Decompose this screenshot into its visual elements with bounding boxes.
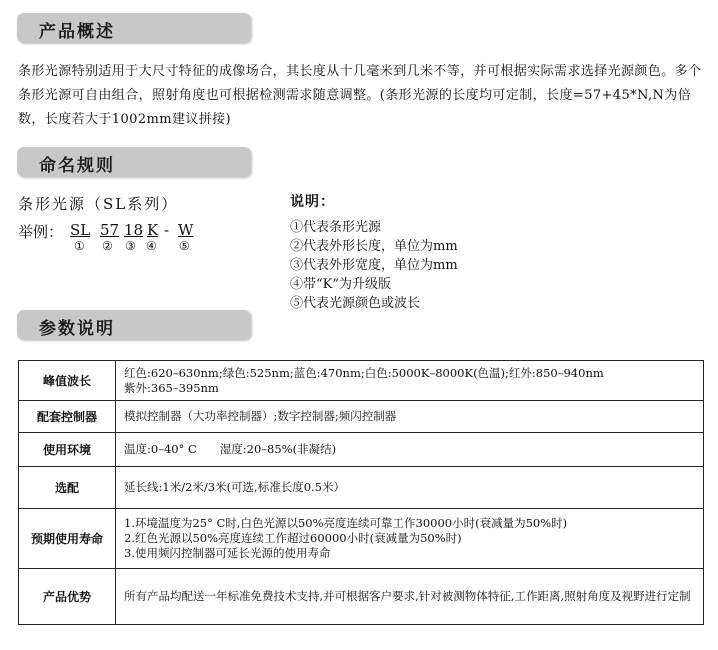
value-line: 3.使用频闪控制器可延长光源的使用寿命 bbox=[124, 546, 331, 560]
section-header-naming bbox=[17, 147, 251, 177]
row-label: 预期使用寿命 bbox=[19, 509, 116, 569]
value-line: 延长线:1米/2米/3米(可选,标准长度0.5米） bbox=[124, 480, 346, 494]
code-segment-length: 57 bbox=[100, 221, 120, 239]
row-value bbox=[116, 509, 704, 569]
explanation-item: ②代表外形长度，单位为mm bbox=[290, 239, 458, 254]
table-row bbox=[19, 401, 704, 433]
marker-5: ⑤ bbox=[179, 239, 190, 253]
row-value bbox=[116, 569, 704, 625]
row-value bbox=[116, 401, 704, 433]
row-value bbox=[116, 433, 704, 467]
section-title-params: 参数说明 bbox=[39, 319, 115, 339]
section-header-params bbox=[17, 310, 251, 340]
table-row bbox=[19, 509, 704, 569]
value-line: 1.环境温度为25° C时,白色光源以50%亮度连续可靠工作30000小时(衰减量为50%时) bbox=[124, 516, 568, 530]
naming-example-block bbox=[18, 193, 194, 253]
code-segment-sl: SL bbox=[70, 221, 91, 239]
marker-1: ① bbox=[74, 239, 85, 253]
code-segment-dash: - bbox=[164, 221, 170, 239]
explanation-title: 说明： bbox=[290, 194, 335, 210]
series-name: 条形光源（SL系列） bbox=[18, 195, 179, 213]
marker-2: ② bbox=[102, 239, 113, 253]
row-label: 产品优势 bbox=[19, 569, 116, 625]
row-label: 峰值波长 bbox=[19, 361, 116, 401]
explanation-item: ④带“K”为升级版 bbox=[290, 277, 392, 292]
table-row bbox=[19, 433, 704, 467]
code-segment-width: 18 bbox=[124, 221, 144, 239]
value-line: 温度:0–40° C 湿度:20–85%(非凝结) bbox=[124, 442, 337, 456]
value-line: 所有产品均配送一年标准免费技术支持,并可根据客户要求,针对被测物体特征,工作距离,照射角度及视野进行定制 bbox=[124, 589, 691, 603]
marker-3: ③ bbox=[125, 239, 136, 253]
table-row bbox=[19, 467, 704, 509]
table-row bbox=[19, 569, 704, 625]
value-line: 模拟控制器（大功率控制器）;数字控制器;频闪控制器 bbox=[124, 409, 397, 423]
table-row bbox=[19, 361, 704, 401]
overview-paragraph: 条形光源特别适用于大尺寸特征的成像场合，其长度从十几毫米到几米不等，并可根据实际需求选择光源颜色。多个条形光源可自由组合，照射角度也可根据检测需求随意调整。(条形光源的长度均可定制，长度=57+45*N,N为倍数，长度若大于1002mm建议拼接) bbox=[18, 64, 702, 127]
value-line: 紫外:365–395nm bbox=[124, 380, 219, 395]
value-line: 红色:620–630nm;绿色:525nm;蓝色:470nm;白色:5000K–8000K(色温);红外:850–940nm bbox=[124, 365, 604, 380]
marker-4: ④ bbox=[146, 239, 157, 253]
code-segment-k: K bbox=[147, 221, 159, 239]
naming-explanation bbox=[290, 193, 458, 313]
row-label: 选配 bbox=[19, 467, 116, 509]
section-header-overview bbox=[17, 13, 251, 43]
code-segment-color: W bbox=[178, 221, 194, 239]
example-label: 举例： bbox=[18, 223, 64, 241]
row-value bbox=[116, 467, 704, 509]
section-title-naming: 命名规则 bbox=[39, 156, 115, 176]
row-label: 配套控制器 bbox=[19, 401, 116, 433]
explanation-item: ①代表条形光源 bbox=[290, 220, 382, 235]
section-title-overview: 产品概述 bbox=[39, 22, 115, 42]
value-line: 2.红色光源以50%亮度连续工作超过60000小时(衰减量为50%时) bbox=[124, 531, 462, 545]
row-value bbox=[116, 361, 704, 401]
explanation-item: ⑤代表光源颜色或波长 bbox=[290, 296, 421, 311]
params-table bbox=[18, 360, 704, 625]
explanation-item: ③代表外形宽度，单位为mm bbox=[290, 258, 458, 273]
row-label: 使用环境 bbox=[19, 433, 116, 467]
